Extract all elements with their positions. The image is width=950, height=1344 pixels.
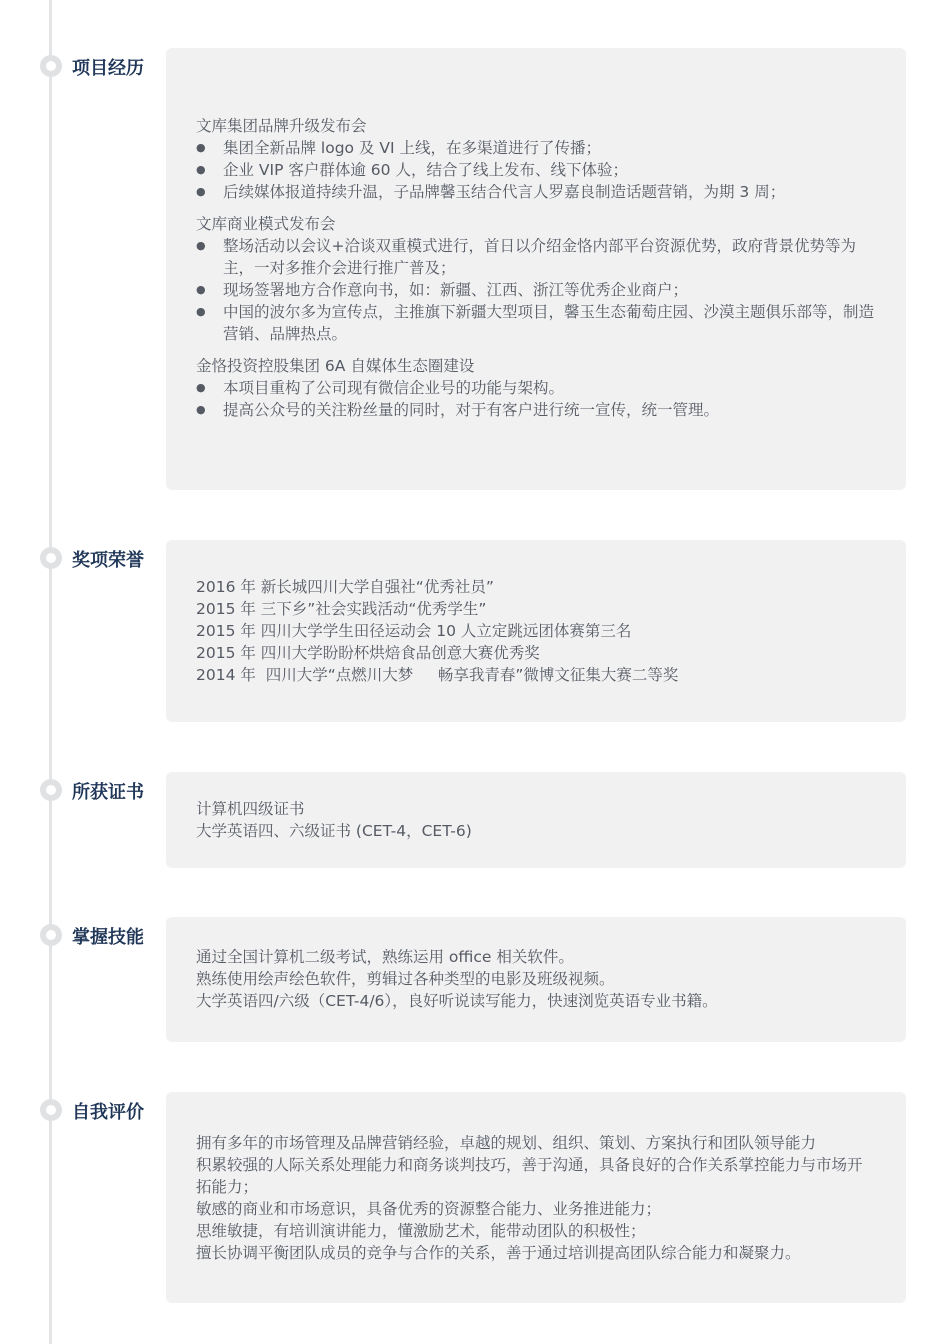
section-title: 项目经历 (72, 58, 144, 79)
award-line: 2015 年 三下乡”社会实践活动“优秀学生” (196, 600, 487, 618)
certificate-line: 大学英语四、六级证书 (CET-4，CET-6) (196, 822, 472, 840)
project-item (196, 213, 876, 345)
evaluation-line: 思维敏捷，有培训演讲能力，懂激励艺术，能带动团队的积极性； (196, 1222, 646, 1240)
section-title: 掌握技能 (72, 927, 144, 948)
project-bullet: ● 后续媒体报道持续升温，子品牌馨玉结合代言人罗嘉良制造话题营销，为期 3 周； (196, 181, 876, 203)
award-line: 2015 年 四川大学盼盼杯烘焙食品创意大赛优秀奖 (196, 644, 540, 662)
section-title: 奖项荣誉 (72, 550, 144, 571)
timeline-dot-icon (40, 547, 62, 569)
certificate-line: 计算机四级证书 (196, 800, 305, 818)
section-title: 所获证书 (72, 782, 144, 803)
evaluation-line: 敏感的商业和市场意识，具备优秀的资源整合能力、业务推进能力； (196, 1200, 662, 1218)
project-item (196, 115, 876, 203)
skill-line: 熟练使用绘声绘色软件，剪辑过各种类型的电影及班级视频。 (196, 970, 615, 988)
project-bullets (196, 377, 876, 421)
project-bullets (196, 137, 876, 203)
project-bullet: ● 整场活动以会议+洽谈双重模式进行，首日以介绍金恪内部平台资源优势，政府背景优势等为主，一对多推介会进行推广普及； (196, 235, 876, 279)
project-bullet: ● 中国的波尔多为宣传点，主推旗下新疆大型项目，馨玉生态葡萄庄园、沙漠主题俱乐部等，制造营销、品牌热点。 (196, 301, 876, 345)
timeline-dot-icon (40, 924, 62, 946)
timeline-dot-icon (40, 1099, 62, 1121)
awards-card (166, 540, 906, 722)
skill-line: 大学英语四/六级（CET-4/6），良好听说读写能力，快速浏览英语专业书籍。 (196, 992, 718, 1010)
timeline-line (49, 0, 52, 1344)
project-name: 文库商业模式发布会 (196, 215, 336, 233)
project-bullet: ● 本项目重构了公司现有微信企业号的功能与架构。 (196, 377, 876, 399)
self-evaluation-card (166, 1092, 906, 1303)
project-bullet: ● 现场签署地方合作意向书，如：新疆、江西、浙江等优秀企业商户； (196, 279, 876, 301)
project-item (196, 355, 876, 421)
timeline-dot-icon (40, 779, 62, 801)
skills-card (166, 917, 906, 1042)
section-title: 自我评价 (72, 1102, 144, 1123)
certificates-card (166, 772, 906, 868)
evaluation-line: 积累较强的人际关系处理能力和商务谈判技巧，善于沟通，具备良好的合作关系掌控能力与市场开拓能力； (196, 1156, 863, 1196)
project-bullets (196, 235, 876, 345)
project-name: 金恪投资控股集团 6A 自媒体生态圈建设 (196, 357, 475, 375)
projects-card (166, 48, 906, 490)
project-bullet: ● 提高公众号的关注粉丝量的同时，对于有客户进行统一宣传，统一管理。 (196, 399, 876, 421)
evaluation-line: 擅长协调平衡团队成员的竞争与合作的关系，善于通过培训提高团队综合能力和凝聚力。 (196, 1244, 801, 1262)
award-line: 2016 年 新长城四川大学自强社“优秀社员” (196, 578, 494, 596)
project-bullet: ● 企业 VIP 客户群体逾 60 人，结合了线上发布、线下体验； (196, 159, 876, 181)
evaluation-line: 拥有多年的市场管理及品牌营销经验，卓越的规划、组织、策划、方案执行和团队领导能力 (196, 1134, 817, 1152)
skill-line: 通过全国计算机二级考试，熟练运用 office 相关软件。 (196, 948, 574, 966)
project-bullet: ● 集团全新品牌 logo 及 VI 上线，在多渠道进行了传播； (196, 137, 876, 159)
timeline-dot-icon (40, 55, 62, 77)
award-line: 2014 年 四川大学“点燃川大梦 畅享我青春”微博文征集大赛二等奖 (196, 666, 679, 684)
award-line: 2015 年 四川大学学生田径运动会 10 人立定跳远团体赛第三名 (196, 622, 632, 640)
project-name: 文库集团品牌升级发布会 (196, 117, 367, 135)
